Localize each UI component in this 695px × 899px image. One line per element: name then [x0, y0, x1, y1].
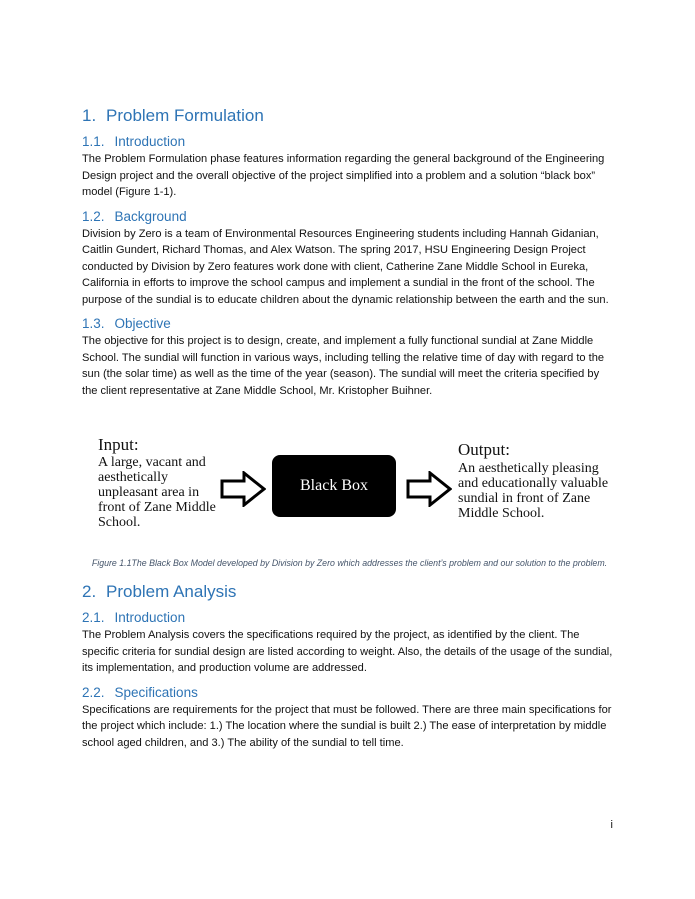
paragraph-introduction: The Problem Formulation phase features information regarding the general background of the Engineering Design project and the overall objective of the project simplified into a problem and a solution “black box” model (Figure 1-1). [82, 153, 605, 198]
subsection-heading-2-1 [82, 610, 617, 625]
subsection-number: 1.3. [82, 316, 105, 331]
input-title: Input: [98, 435, 139, 454]
figure-caption: Figure 1.1The Black Box Model developed by Division by Zero which addresses the client’s problem and our solution to the problem. [91, 558, 608, 568]
section-title: Problem Analysis [106, 582, 237, 601]
subsection-title: Introduction [114, 134, 186, 149]
right-arrow-icon [406, 471, 452, 507]
subsection-title: Specifications [114, 684, 198, 700]
section-heading-1 [82, 106, 617, 126]
subsection-title: Objective [114, 316, 171, 331]
section-title: Problem Formulation [106, 106, 264, 125]
subsection-title: Introduction [114, 610, 186, 625]
subsection-heading-1-1 [82, 134, 617, 149]
black-box-diagram [82, 435, 617, 553]
right-arrow-icon [220, 471, 266, 507]
subsection-number: 1.2. [82, 208, 105, 224]
paragraph-objective: The objective for this project is to design, create, and implement a fully functional sundial at Zane Middle School. The sundial will function in various ways, including telling the relative time of day with regard to the sun (the solar time) as well as the time of the year (season). The sundial will meet the criteria specified by the client representative at Zane Middle School, Mr. Kristopher Buihner. [82, 335, 605, 397]
paragraph-background: Division by Zero is a team of Environmental Resources Engineering students including Hannah Gidanian, Caitlin Gundert, Richard Thomas, and Alex Watson. The spring 2017, HSU Engineering Design Project conducted by Division by Zero features work done with client, Catherine Zane Middle School in Eureka, California in efforts to improve the school campus and implement a sundial in the front of the school. The purpose of the sundial is to educate children about the dynamic relationship between the earth and the sun. [82, 227, 609, 306]
subsection-heading-1-2 [82, 209, 617, 224]
paragraph-specifications: Specifications are requirements for the project that must be followed. There are three main specifications for the project which include: 1.) The location where the sundial is built 2.) The ease of interpretation by middle school aged children, and 3.) The ability of the sundial to tell time. [82, 703, 612, 749]
subsection-number: 2.1. [82, 610, 105, 625]
page-number: i [610, 819, 613, 831]
input-text: A large, vacant and aesthetically unpleasant area in front of Zane Middle School. [98, 455, 216, 530]
subsection-number: 2.2. [82, 684, 105, 700]
subsection-heading-1-3 [82, 316, 617, 331]
paragraph-analysis-introduction: The Problem Analysis covers the specifications required by the project, as identified by the client. The specific criteria for sundial design are listed according to weight. Also, the details of the usage of the sundial, its implementation, and production volume are addressed. [82, 629, 613, 674]
subsection-heading-2-2 [82, 685, 617, 700]
output-title: Output: [458, 440, 510, 459]
section-number: 2. [82, 582, 97, 601]
document-page [82, 106, 617, 753]
section-heading-2 [82, 582, 617, 602]
black-box: Black Box [272, 455, 396, 517]
subsection-title: Background [114, 208, 187, 224]
section-number: 1. [82, 106, 97, 125]
subsection-number: 1.1. [82, 134, 105, 149]
output-text: An aesthetically pleasing and educationally valuable sundial in front of Zane Middle School. [458, 461, 609, 521]
